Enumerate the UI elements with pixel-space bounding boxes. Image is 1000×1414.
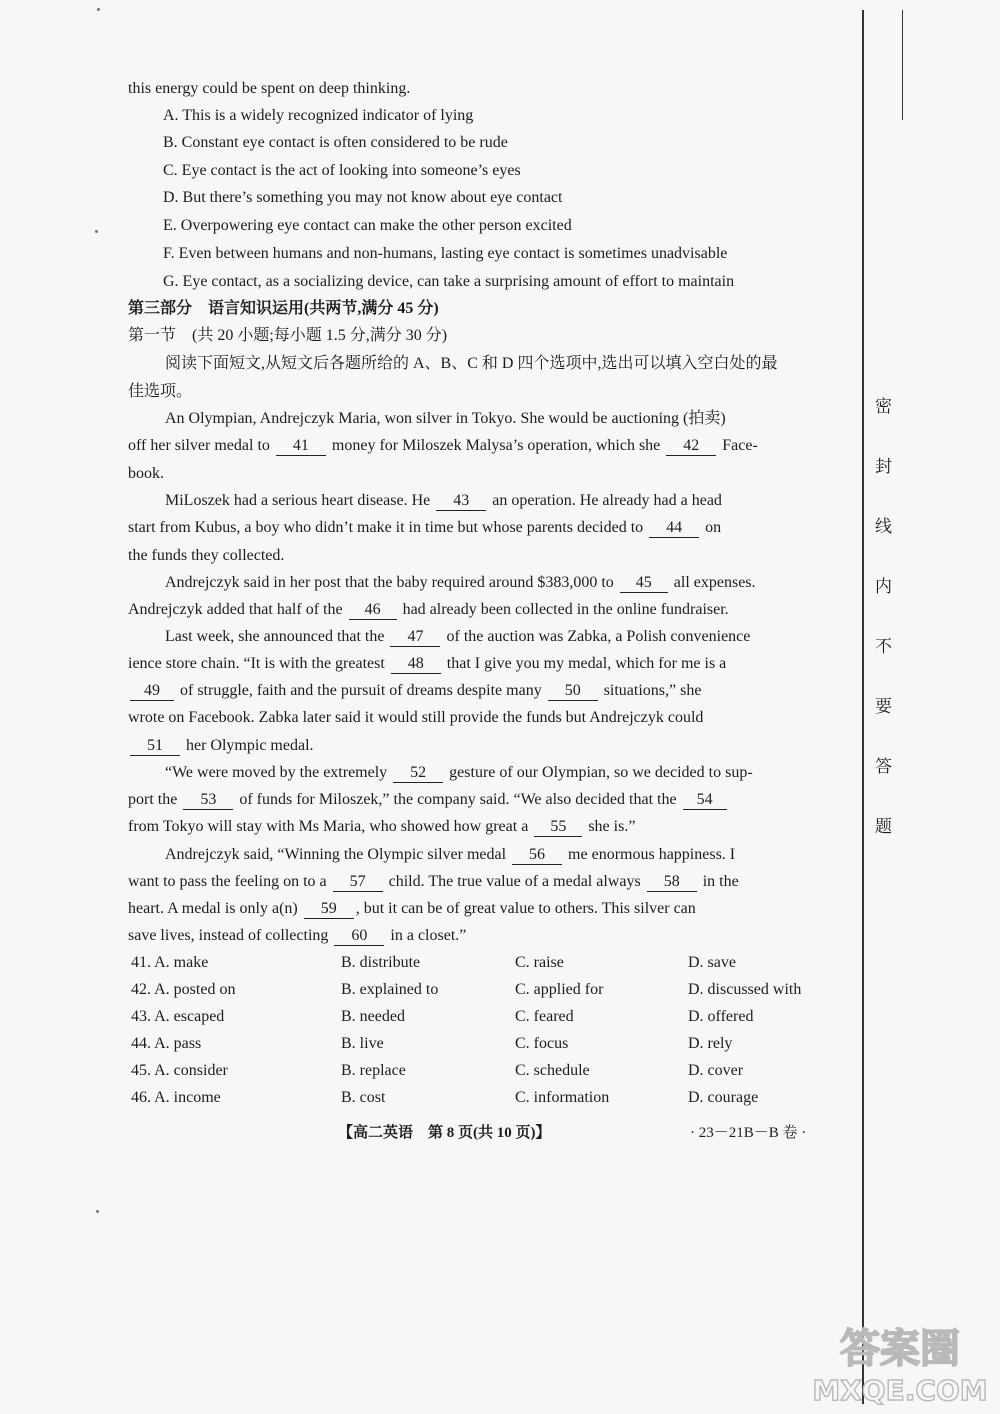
- scan-mark: [97, 8, 100, 11]
- option-d: D. But there’s something you may not know about eye contact: [163, 189, 563, 206]
- choice-a[interactable]: 46. A. income: [131, 1089, 221, 1106]
- opening-line: this energy could be spent on deep thinking.: [128, 80, 411, 97]
- choice-c[interactable]: C. schedule: [515, 1062, 590, 1079]
- choice-row-44: [131, 1033, 851, 1055]
- choice-row-45: [131, 1060, 851, 1082]
- seal-char: 题: [875, 817, 892, 836]
- choice-d[interactable]: D. courage: [688, 1089, 759, 1106]
- passage-line: ience store chain. “It is with the greatest 48 that I give you my medal, which for me is a: [128, 655, 727, 672]
- choice-row-41: [131, 952, 851, 974]
- blank-49[interactable]: 49: [130, 682, 174, 701]
- passage-line: port the 53 of funds for Miloszek,” the company said. “We also decided that the 54: [128, 790, 729, 810]
- passage-line: MiLoszek had a serious heart disease. He 43 an operation. He already had a head: [165, 492, 722, 509]
- passage-line: Andrejczyk added that half of the 46 had already been collected in the online fundraiser.: [128, 601, 729, 618]
- blank-46[interactable]: 46: [349, 601, 397, 620]
- passage-line: Last week, she announced that the 47 of the auction was Zabka, a Polish convenience: [165, 628, 751, 645]
- option-b: B. Constant eye contact is often considered to be rude: [163, 134, 508, 151]
- instructions-line-2: 佳选项。: [128, 383, 193, 400]
- watermark-graphic: [805, 1318, 995, 1408]
- blank-43[interactable]: 43: [436, 492, 486, 511]
- option-f: F. Even between humans and non-humans, lasting eye contact is sometimes unadvisable: [163, 245, 728, 262]
- blank-54[interactable]: 54: [683, 791, 727, 810]
- blank-45[interactable]: 45: [620, 574, 668, 593]
- seal-char: 要: [875, 697, 892, 716]
- binding-line: [862, 10, 864, 1404]
- blank-57[interactable]: 57: [333, 873, 383, 892]
- choice-d[interactable]: D. discussed with: [688, 981, 802, 998]
- passage-line: want to pass the feeling on to a 57 child. The true value of a medal always 58 in the: [128, 873, 739, 890]
- instructions-line-1: 阅读下面短文,从短文后各题所给的 A、B、C 和 D 四个选项中,选出可以填入空白处的最: [165, 355, 778, 372]
- choice-b[interactable]: B. explained to: [341, 981, 439, 998]
- choice-b[interactable]: B. cost: [341, 1089, 386, 1106]
- choice-c[interactable]: C. focus: [515, 1035, 569, 1052]
- page-footer-left: 【高二英语 第 8 页(共 10 页)】: [338, 1125, 551, 1141]
- passage-line: wrote on Facebook. Zabka later said it would still provide the funds but Andrejczyk could: [128, 709, 704, 726]
- passage-line: start from Kubus, a boy who didn’t make it in time but whose parents decided to 44 on: [128, 519, 722, 536]
- choice-a[interactable]: 41. A. make: [131, 954, 209, 971]
- seal-char: 内: [875, 577, 892, 596]
- watermark-logo: [805, 1318, 995, 1408]
- blank-55[interactable]: 55: [534, 818, 582, 837]
- blank-42[interactable]: 42: [666, 437, 716, 456]
- passage-line: Andrejczyk said, “Winning the Olympic silver medal 56 me enormous happiness. I: [165, 846, 736, 863]
- choice-a[interactable]: 44. A. pass: [131, 1035, 202, 1052]
- choice-row-43: [131, 1006, 851, 1028]
- choice-d[interactable]: D. cover: [688, 1062, 744, 1079]
- watermark-top: 答案圈: [840, 1326, 960, 1372]
- seal-char: 答: [875, 757, 892, 776]
- choice-c[interactable]: C. applied for: [515, 981, 604, 998]
- blank-48[interactable]: 48: [391, 655, 441, 674]
- scan-mark: [96, 1210, 99, 1213]
- blank-50[interactable]: 50: [548, 682, 598, 701]
- choice-b[interactable]: B. distribute: [341, 954, 421, 971]
- choice-c[interactable]: C. feared: [515, 1008, 574, 1025]
- passage-line: “We were moved by the extremely 52 gesture of our Olympian, so we decided to sup-: [165, 764, 753, 781]
- page-footer-right: · 23－21B－B 卷 ·: [690, 1125, 807, 1141]
- option-a: A. This is a widely recognized indicator of lying: [163, 107, 474, 124]
- choice-c[interactable]: C. information: [515, 1089, 610, 1106]
- blank-44[interactable]: 44: [649, 519, 699, 538]
- choice-d[interactable]: D. save: [688, 954, 736, 971]
- passage-line: heart. A medal is only a(n) 59 , but it can be of great value to others. This silver can: [128, 900, 696, 917]
- passage-line: book.: [128, 465, 164, 482]
- choice-b[interactable]: B. replace: [341, 1062, 406, 1079]
- blank-51[interactable]: 51: [130, 737, 180, 756]
- section-heading: 第一节 (共 20 小题;每小题 1.5 分,满分 30 分): [128, 327, 448, 344]
- blank-59[interactable]: 59: [304, 900, 354, 919]
- blank-47[interactable]: 47: [390, 628, 440, 647]
- part-heading: 第三部分 语言知识运用(共两节,满分 45 分): [128, 300, 439, 317]
- choice-b[interactable]: B. needed: [341, 1008, 405, 1025]
- option-e: E. Overpowering eye contact can make the other person excited: [163, 217, 572, 234]
- blank-58[interactable]: 58: [647, 873, 697, 892]
- passage-line: from Tokyo will stay with Ms Maria, who showed how great a 55 she is.”: [128, 818, 636, 835]
- choice-row-42: [131, 979, 851, 1001]
- seal-char: 密: [875, 397, 892, 416]
- passage-line: Andrejczyk said in her post that the baby required around $383,000 to 45 all expenses.: [165, 574, 756, 591]
- option-g: G. Eye contact, as a socializing device, can take a surprising amount of effort to maintain: [163, 273, 735, 290]
- watermark-bottom: MXQE.COM: [812, 1374, 988, 1407]
- passage-line: An Olympian, Andrejczyk Maria, won silver in Tokyo. She would be auctioning (拍卖): [165, 410, 726, 427]
- seal-char: 线: [875, 517, 892, 536]
- seal-char: 不: [875, 637, 892, 656]
- passage-line: the funds they collected.: [128, 547, 285, 564]
- seal-char: 封: [875, 457, 892, 476]
- choice-a[interactable]: 43. A. escaped: [131, 1008, 225, 1025]
- binding-line-thin: [902, 10, 903, 120]
- passage-line: save lives, instead of collecting 60 in a closet.”: [128, 927, 467, 944]
- passage-line: 51 her Olympic medal.: [128, 736, 314, 756]
- blank-56[interactable]: 56: [512, 846, 562, 865]
- choice-a[interactable]: 42. A. posted on: [131, 981, 236, 998]
- option-c: C. Eye contact is the act of looking into someone’s eyes: [163, 162, 521, 179]
- choice-d[interactable]: D. offered: [688, 1008, 754, 1025]
- choice-b[interactable]: B. live: [341, 1035, 384, 1052]
- blank-41[interactable]: 41: [276, 437, 326, 456]
- blank-52[interactable]: 52: [393, 764, 443, 783]
- blank-60[interactable]: 60: [334, 927, 384, 946]
- scan-mark: [95, 230, 98, 233]
- passage-line: off her silver medal to 41 money for Miloszek Malysa’s operation, which she 42 Face-: [128, 437, 758, 454]
- choice-c[interactable]: C. raise: [515, 954, 564, 971]
- passage-line: 49 of struggle, faith and the pursuit of dreams despite many 50 situations,” she: [128, 681, 701, 701]
- blank-53[interactable]: 53: [183, 791, 233, 810]
- choice-a[interactable]: 45. A. consider: [131, 1062, 228, 1079]
- choice-row-46: [131, 1087, 851, 1109]
- choice-d[interactable]: D. rely: [688, 1035, 733, 1052]
